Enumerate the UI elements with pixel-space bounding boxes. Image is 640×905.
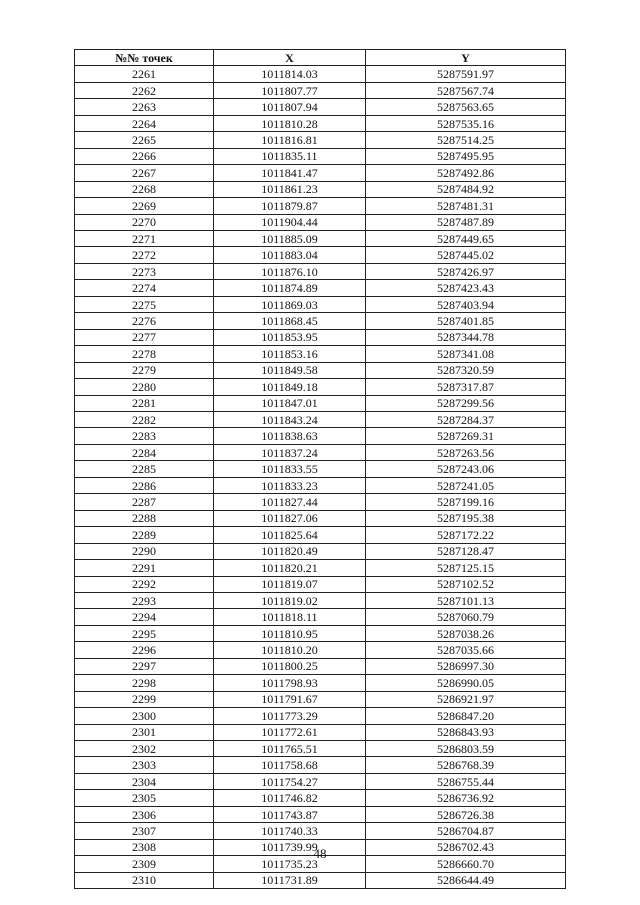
cell-point-number: 2271 bbox=[75, 230, 214, 246]
cell-y: 5287243.06 bbox=[366, 461, 566, 477]
cell-x: 1011827.06 bbox=[214, 510, 366, 526]
cell-y: 5287284.37 bbox=[366, 411, 566, 427]
table-row bbox=[75, 708, 566, 724]
table-row bbox=[75, 444, 566, 460]
cell-point-number: 2290 bbox=[75, 543, 214, 559]
table-row bbox=[75, 461, 566, 477]
table-row bbox=[75, 395, 566, 411]
table-row bbox=[75, 379, 566, 395]
cell-point-number: 2261 bbox=[75, 66, 214, 82]
cell-point-number: 2281 bbox=[75, 395, 214, 411]
cell-x: 1011814.03 bbox=[214, 66, 366, 82]
cell-x: 1011807.77 bbox=[214, 82, 366, 98]
cell-x: 1011810.28 bbox=[214, 115, 366, 131]
cell-y: 5287484.92 bbox=[366, 181, 566, 197]
cell-point-number: 2289 bbox=[75, 527, 214, 543]
cell-point-number: 2309 bbox=[75, 856, 214, 872]
cell-point-number: 2265 bbox=[75, 132, 214, 148]
table-row bbox=[75, 313, 566, 329]
cell-point-number: 2293 bbox=[75, 592, 214, 608]
cell-point-number: 2296 bbox=[75, 642, 214, 658]
cell-x: 1011739.99 bbox=[214, 839, 366, 855]
cell-y: 5287495.95 bbox=[366, 148, 566, 164]
cell-point-number: 2272 bbox=[75, 247, 214, 263]
cell-y: 5287514.25 bbox=[366, 132, 566, 148]
cell-y: 5286660.70 bbox=[366, 856, 566, 872]
cell-x: 1011868.45 bbox=[214, 313, 366, 329]
cell-y: 5286990.05 bbox=[366, 675, 566, 691]
cell-point-number: 2284 bbox=[75, 444, 214, 460]
cell-x: 1011754.27 bbox=[214, 773, 366, 789]
table-row bbox=[75, 280, 566, 296]
cell-point-number: 2274 bbox=[75, 280, 214, 296]
cell-x: 1011820.49 bbox=[214, 543, 366, 559]
cell-y: 5286726.38 bbox=[366, 806, 566, 822]
cell-y: 5287341.08 bbox=[366, 346, 566, 362]
cell-y: 5286921.97 bbox=[366, 691, 566, 707]
table-row bbox=[75, 642, 566, 658]
cell-point-number: 2302 bbox=[75, 741, 214, 757]
cell-point-number: 2304 bbox=[75, 773, 214, 789]
cell-point-number: 2267 bbox=[75, 165, 214, 181]
table-row bbox=[75, 510, 566, 526]
cell-y: 5286843.93 bbox=[366, 724, 566, 740]
cell-x: 1011800.25 bbox=[214, 658, 366, 674]
table-row bbox=[75, 181, 566, 197]
cell-point-number: 2275 bbox=[75, 296, 214, 312]
table-row bbox=[75, 724, 566, 740]
cell-point-number: 2286 bbox=[75, 477, 214, 493]
table-row bbox=[75, 99, 566, 115]
table-row bbox=[75, 411, 566, 427]
header-y: Y bbox=[366, 50, 566, 66]
cell-x: 1011869.03 bbox=[214, 296, 366, 312]
cell-y: 5287445.02 bbox=[366, 247, 566, 263]
cell-x: 1011843.24 bbox=[214, 411, 366, 427]
cell-x: 1011740.33 bbox=[214, 823, 366, 839]
cell-x: 1011820.21 bbox=[214, 560, 366, 576]
cell-y: 5287567.74 bbox=[366, 82, 566, 98]
cell-y: 5286644.49 bbox=[366, 872, 566, 888]
cell-y: 5287125.15 bbox=[366, 560, 566, 576]
cell-y: 5286702.43 bbox=[366, 839, 566, 855]
cell-y: 5286768.39 bbox=[366, 757, 566, 773]
table-row bbox=[75, 592, 566, 608]
cell-y: 5287492.86 bbox=[366, 165, 566, 181]
cell-x: 1011853.16 bbox=[214, 346, 366, 362]
cell-x: 1011758.68 bbox=[214, 757, 366, 773]
table-header-row bbox=[75, 50, 566, 66]
cell-x: 1011876.10 bbox=[214, 263, 366, 279]
cell-x: 1011879.87 bbox=[214, 198, 366, 214]
table-row bbox=[75, 625, 566, 641]
cell-y: 5287102.52 bbox=[366, 576, 566, 592]
cell-y: 5287172.22 bbox=[366, 527, 566, 543]
cell-x: 1011810.95 bbox=[214, 625, 366, 641]
cell-x: 1011849.58 bbox=[214, 362, 366, 378]
cell-x: 1011746.82 bbox=[214, 790, 366, 806]
cell-y: 5287401.85 bbox=[366, 313, 566, 329]
cell-point-number: 2263 bbox=[75, 99, 214, 115]
cell-y: 5287060.79 bbox=[366, 609, 566, 625]
cell-y: 5286755.44 bbox=[366, 773, 566, 789]
table-row bbox=[75, 230, 566, 246]
cell-x: 1011827.44 bbox=[214, 494, 366, 510]
cell-y: 5286847.20 bbox=[366, 708, 566, 724]
cell-point-number: 2278 bbox=[75, 346, 214, 362]
table-row bbox=[75, 806, 566, 822]
table-row bbox=[75, 477, 566, 493]
cell-point-number: 2270 bbox=[75, 214, 214, 230]
cell-point-number: 2268 bbox=[75, 181, 214, 197]
table-row bbox=[75, 132, 566, 148]
table-row bbox=[75, 115, 566, 131]
cell-point-number: 2303 bbox=[75, 757, 214, 773]
cell-y: 5287563.65 bbox=[366, 99, 566, 115]
cell-point-number: 2285 bbox=[75, 461, 214, 477]
cell-y: 5287199.16 bbox=[366, 494, 566, 510]
table-row bbox=[75, 165, 566, 181]
cell-y: 5287423.43 bbox=[366, 280, 566, 296]
cell-x: 1011772.61 bbox=[214, 724, 366, 740]
cell-point-number: 2300 bbox=[75, 708, 214, 724]
cell-x: 1011773.29 bbox=[214, 708, 366, 724]
cell-point-number: 2283 bbox=[75, 428, 214, 444]
cell-x: 1011838.63 bbox=[214, 428, 366, 444]
cell-y: 5286803.59 bbox=[366, 741, 566, 757]
cell-point-number: 2299 bbox=[75, 691, 214, 707]
header-x: X bbox=[214, 50, 366, 66]
table-row bbox=[75, 148, 566, 164]
cell-y: 5287035.66 bbox=[366, 642, 566, 658]
cell-point-number: 2280 bbox=[75, 379, 214, 395]
cell-y: 5287101.13 bbox=[366, 592, 566, 608]
cell-x: 1011807.94 bbox=[214, 99, 366, 115]
table-row bbox=[75, 296, 566, 312]
cell-x: 1011798.93 bbox=[214, 675, 366, 691]
table-row bbox=[75, 790, 566, 806]
cell-point-number: 2301 bbox=[75, 724, 214, 740]
cell-y: 5287038.26 bbox=[366, 625, 566, 641]
table-row bbox=[75, 872, 566, 888]
cell-x: 1011885.09 bbox=[214, 230, 366, 246]
cell-point-number: 2298 bbox=[75, 675, 214, 691]
cell-x: 1011810.20 bbox=[214, 642, 366, 658]
cell-y: 5287128.47 bbox=[366, 543, 566, 559]
cell-point-number: 2305 bbox=[75, 790, 214, 806]
cell-y: 5287449.65 bbox=[366, 230, 566, 246]
cell-y: 5287317.87 bbox=[366, 379, 566, 395]
cell-point-number: 2262 bbox=[75, 82, 214, 98]
cell-point-number: 2291 bbox=[75, 560, 214, 576]
table-row bbox=[75, 576, 566, 592]
cell-y: 5286704.87 bbox=[366, 823, 566, 839]
table-row bbox=[75, 741, 566, 757]
cell-x: 1011904.44 bbox=[214, 214, 366, 230]
cell-point-number: 2292 bbox=[75, 576, 214, 592]
cell-y: 5287535.16 bbox=[366, 115, 566, 131]
cell-point-number: 2273 bbox=[75, 263, 214, 279]
table-row bbox=[75, 609, 566, 625]
table-row bbox=[75, 329, 566, 345]
table-row bbox=[75, 658, 566, 674]
cell-y: 5287426.97 bbox=[366, 263, 566, 279]
table-row bbox=[75, 675, 566, 691]
cell-x: 1011819.07 bbox=[214, 576, 366, 592]
cell-point-number: 2295 bbox=[75, 625, 214, 641]
cell-x: 1011847.01 bbox=[214, 395, 366, 411]
table-body bbox=[75, 66, 566, 889]
table-row bbox=[75, 773, 566, 789]
cell-x: 1011765.51 bbox=[214, 741, 366, 757]
cell-y: 5287344.78 bbox=[366, 329, 566, 345]
table-row bbox=[75, 214, 566, 230]
header-point-number: №№ точек bbox=[75, 50, 214, 66]
cell-x: 1011825.64 bbox=[214, 527, 366, 543]
cell-x: 1011841.47 bbox=[214, 165, 366, 181]
cell-x: 1011874.89 bbox=[214, 280, 366, 296]
table-row bbox=[75, 428, 566, 444]
table-row bbox=[75, 198, 566, 214]
cell-point-number: 2266 bbox=[75, 148, 214, 164]
cell-point-number: 2306 bbox=[75, 806, 214, 822]
cell-x: 1011791.67 bbox=[214, 691, 366, 707]
cell-y: 5287241.05 bbox=[366, 477, 566, 493]
cell-point-number: 2277 bbox=[75, 329, 214, 345]
cell-x: 1011735.23 bbox=[214, 856, 366, 872]
table-row bbox=[75, 247, 566, 263]
cell-point-number: 2264 bbox=[75, 115, 214, 131]
cell-y: 5287269.31 bbox=[366, 428, 566, 444]
table-row bbox=[75, 823, 566, 839]
coordinates-table bbox=[74, 49, 566, 889]
cell-point-number: 2294 bbox=[75, 609, 214, 625]
cell-point-number: 2308 bbox=[75, 839, 214, 855]
cell-x: 1011816.81 bbox=[214, 132, 366, 148]
table-row bbox=[75, 66, 566, 82]
cell-x: 1011837.24 bbox=[214, 444, 366, 460]
cell-y: 5287299.56 bbox=[366, 395, 566, 411]
cell-y: 5286997.30 bbox=[366, 658, 566, 674]
cell-y: 5287487.89 bbox=[366, 214, 566, 230]
cell-x: 1011833.55 bbox=[214, 461, 366, 477]
table-row bbox=[75, 560, 566, 576]
cell-y: 5287481.31 bbox=[366, 198, 566, 214]
cell-x: 1011819.02 bbox=[214, 592, 366, 608]
table-row bbox=[75, 362, 566, 378]
cell-point-number: 2287 bbox=[75, 494, 214, 510]
cell-point-number: 2307 bbox=[75, 823, 214, 839]
cell-x: 1011731.89 bbox=[214, 872, 366, 888]
cell-y: 5287263.56 bbox=[366, 444, 566, 460]
cell-x: 1011835.11 bbox=[214, 148, 366, 164]
table-row bbox=[75, 494, 566, 510]
cell-y: 5286736.92 bbox=[366, 790, 566, 806]
cell-y: 5287195.38 bbox=[366, 510, 566, 526]
cell-point-number: 2297 bbox=[75, 658, 214, 674]
cell-y: 5287320.59 bbox=[366, 362, 566, 378]
cell-point-number: 2276 bbox=[75, 313, 214, 329]
table-row bbox=[75, 527, 566, 543]
cell-point-number: 2279 bbox=[75, 362, 214, 378]
page-number: 48 bbox=[313, 846, 327, 861]
cell-x: 1011818.11 bbox=[214, 609, 366, 625]
table-row bbox=[75, 263, 566, 279]
table-row bbox=[75, 543, 566, 559]
cell-x: 1011853.95 bbox=[214, 329, 366, 345]
table-row bbox=[75, 757, 566, 773]
cell-y: 5287403.94 bbox=[366, 296, 566, 312]
table-row bbox=[75, 82, 566, 98]
cell-x: 1011849.18 bbox=[214, 379, 366, 395]
cell-point-number: 2310 bbox=[75, 872, 214, 888]
cell-y: 5287591.97 bbox=[366, 66, 566, 82]
cell-point-number: 2288 bbox=[75, 510, 214, 526]
cell-point-number: 2282 bbox=[75, 411, 214, 427]
cell-x: 1011833.23 bbox=[214, 477, 366, 493]
cell-point-number: 2269 bbox=[75, 198, 214, 214]
table-row bbox=[75, 346, 566, 362]
table-row bbox=[75, 691, 566, 707]
cell-x: 1011861.23 bbox=[214, 181, 366, 197]
cell-x: 1011743.87 bbox=[214, 806, 366, 822]
cell-x: 1011883.04 bbox=[214, 247, 366, 263]
